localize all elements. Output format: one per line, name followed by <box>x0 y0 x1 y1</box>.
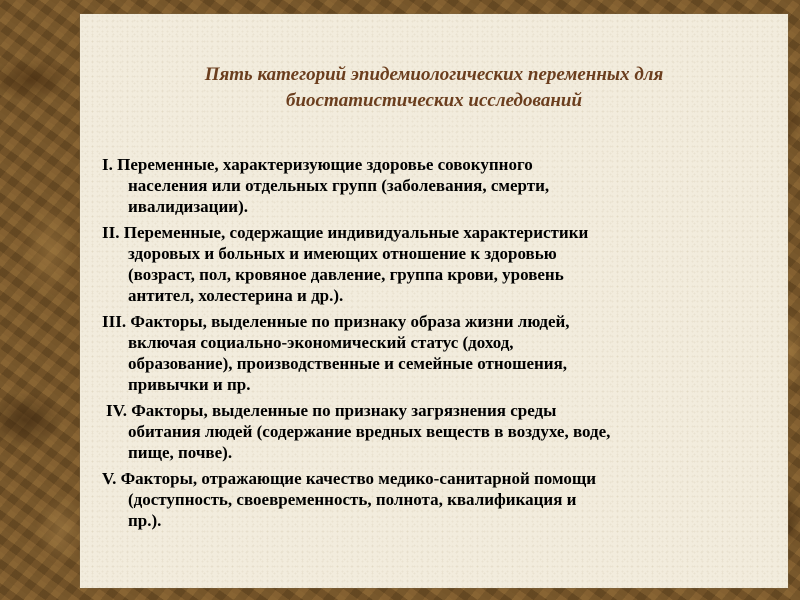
slide-title <box>80 62 788 114</box>
slide-title-line-1: Пять категорий эпидемиологических переменных для <box>204 64 664 85</box>
category-item-5-line-3: пр.). <box>128 511 162 530</box>
category-item-2-line-1: II. Переменные, содержащие индивидуальные характеристики <box>102 223 589 242</box>
slide-content-panel <box>80 14 788 588</box>
category-item-5-line-1: V. Факторы, отражающие качество медико-санитарной помощи <box>102 469 596 488</box>
category-item-3-line-2: включая социально-экономический статус (доход, <box>128 333 514 352</box>
category-item-1-line-3: ивалидизации). <box>128 197 248 216</box>
category-item-4-line-1: IV. Факторы, выделенные по признаку загрязнения среды <box>106 401 557 420</box>
category-list <box>102 154 772 536</box>
slide-title-line-2: биостатистических исследований <box>285 90 583 111</box>
category-item-2-line-3: (возраст, пол, кровяное давление, группа крови, уровень <box>128 265 564 284</box>
category-item-2-line-2: здоровых и больных и имеющих отношение к здоровью <box>128 244 557 263</box>
category-item-1-line-2: населения или отдельных групп (заболевания, смерти, <box>128 176 550 195</box>
category-item-3 <box>102 311 772 395</box>
category-item-3-line-1: III. Факторы, выделенные по признаку образа жизни людей, <box>102 312 570 331</box>
category-item-1 <box>102 154 772 217</box>
category-item-2-line-4: антител, холестерина и др.). <box>128 286 344 305</box>
category-item-5-line-2: (доступность, своевременность, полнота, квалификация и <box>128 490 577 509</box>
category-item-4-line-3: пище, почве). <box>128 443 233 462</box>
category-item-1-line-1: I. Переменные, характеризующие здоровье совокупного <box>102 155 533 174</box>
category-item-3-line-4: привычки и пр. <box>128 375 251 394</box>
category-item-2 <box>102 222 772 306</box>
category-item-4-line-2: обитания людей (содержание вредных веществ в воздухе, воде, <box>128 422 611 441</box>
category-item-4 <box>102 400 772 463</box>
category-item-5 <box>102 468 772 531</box>
category-item-3-line-3: образование), производственные и семейные отношения, <box>128 354 568 373</box>
